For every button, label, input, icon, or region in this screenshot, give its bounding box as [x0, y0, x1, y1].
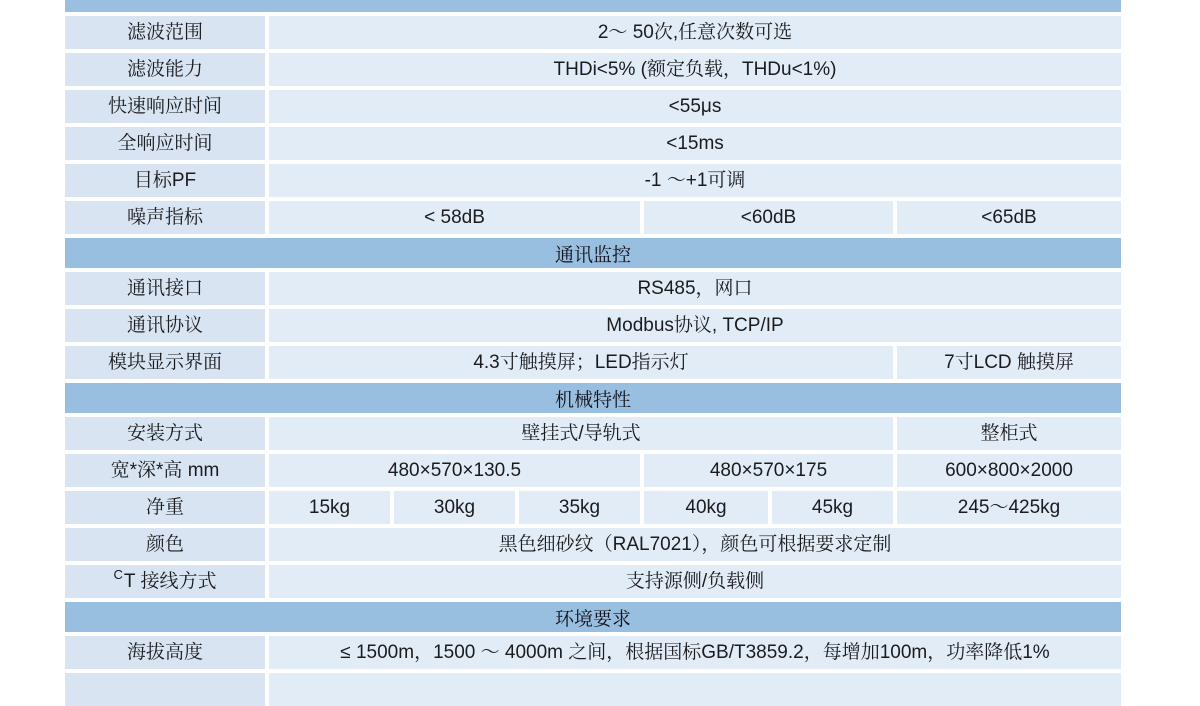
- color-label: 颜色: [65, 528, 265, 561]
- dimensions-value-3: 600×800×2000: [897, 454, 1121, 487]
- noise-level-value-3: <65dB: [897, 201, 1121, 234]
- row-noise-level: [65, 201, 1121, 234]
- target-pf-value: -1 ～+1可调: [269, 164, 1121, 197]
- installation-method-label: 安装方式: [65, 417, 265, 450]
- row-dimensions: [65, 454, 1121, 487]
- section-mechanical-title: 机械特性: [65, 383, 1121, 413]
- row-net-weight: [65, 491, 1121, 524]
- section-environment-title: 环境要求: [65, 602, 1121, 632]
- section-communication: [65, 238, 1121, 268]
- dimensions-label: 宽*深*高 mm: [65, 454, 265, 487]
- noise-level-value-2: <60dB: [644, 201, 893, 234]
- comm-protocol-label: 通讯协议: [65, 309, 265, 342]
- installation-method-value-2: 整柜式: [897, 417, 1121, 450]
- net-weight-value-6: 245～425kg: [897, 491, 1121, 524]
- noise-level-label: 噪声指标: [65, 201, 265, 234]
- color-value: 黑色细砂纹（RAL7021），颜色可根据要求定制: [269, 528, 1121, 561]
- module-display-value-2: 7寸LCD 触摸屏: [897, 346, 1121, 379]
- dimensions-value-1: 480×570×130.5: [269, 454, 640, 487]
- noise-level-value-1: < 58dB: [269, 201, 640, 234]
- full-response-time-value: <15ms: [269, 127, 1121, 160]
- partial-bottom-row-label: [65, 673, 265, 706]
- altitude-label: 海拔高度: [65, 636, 265, 669]
- specification-table: [65, 0, 1121, 706]
- section-mechanical: [65, 383, 1121, 413]
- row-installation-method: [65, 417, 1121, 450]
- row-target-pf: [65, 164, 1121, 197]
- filter-range-label: 滤波范围: [65, 16, 265, 49]
- comm-interface-label: 通讯接口: [65, 272, 265, 305]
- row-module-display: [65, 346, 1121, 379]
- module-display-value-1: 4.3寸触摸屏；LED指示灯: [269, 346, 893, 379]
- partial-section-header-band: [65, 0, 1121, 12]
- net-weight-value-5: 45kg: [772, 491, 893, 524]
- row-comm-protocol: [65, 309, 1121, 342]
- full-response-time-label: 全响应时间: [65, 127, 265, 160]
- row-comm-interface: [65, 272, 1121, 305]
- ct-wiring-label: [65, 565, 265, 598]
- installation-method-value-1: 壁挂式/导轨式: [269, 417, 893, 450]
- filter-capability-value: THDi<5% (额定负载，THDu<1%): [269, 53, 1121, 86]
- row-color: [65, 528, 1121, 561]
- net-weight-label: 净重: [65, 491, 265, 524]
- dimensions-value-2: 480×570×175: [644, 454, 893, 487]
- filter-range-value: 2～ 50次,任意次数可选: [269, 16, 1121, 49]
- filter-capability-label: 滤波能力: [65, 53, 265, 86]
- fast-response-time-label: 快速响应时间: [65, 90, 265, 123]
- ct-wiring-value: 支持源侧/负载侧: [269, 565, 1121, 598]
- ct-wiring-label-superscript: C: [113, 567, 123, 582]
- row-filter-capability: [65, 53, 1121, 86]
- net-weight-value-2: 30kg: [394, 491, 515, 524]
- net-weight-value-4: 40kg: [644, 491, 768, 524]
- row-fast-response-time: [65, 90, 1121, 123]
- comm-protocol-value: Modbus协议, TCP/IP: [269, 309, 1121, 342]
- net-weight-value-3: 35kg: [519, 491, 640, 524]
- fast-response-time-value: <55μs: [269, 90, 1121, 123]
- section-communication-title: 通讯监控: [65, 238, 1121, 268]
- partial-bottom-row-value: [269, 673, 1121, 706]
- target-pf-label: 目标PF: [65, 164, 265, 197]
- comm-interface-value: RS485，网口: [269, 272, 1121, 305]
- row-full-response-time: [65, 127, 1121, 160]
- altitude-value: ≤ 1500m，1500 ～ 4000m 之间，根据国标GB/T3859.2，每增加100m，功率降低1%: [269, 636, 1121, 669]
- section-environment: [65, 602, 1121, 632]
- module-display-label: 模块显示界面: [65, 346, 265, 379]
- partial-bottom-row: [65, 673, 1121, 706]
- ct-wiring-label-main: T 接线方式: [123, 571, 217, 592]
- row-ct-wiring: [65, 565, 1121, 598]
- row-altitude: [65, 636, 1121, 669]
- net-weight-value-1: 15kg: [269, 491, 390, 524]
- row-filter-range: [65, 16, 1121, 49]
